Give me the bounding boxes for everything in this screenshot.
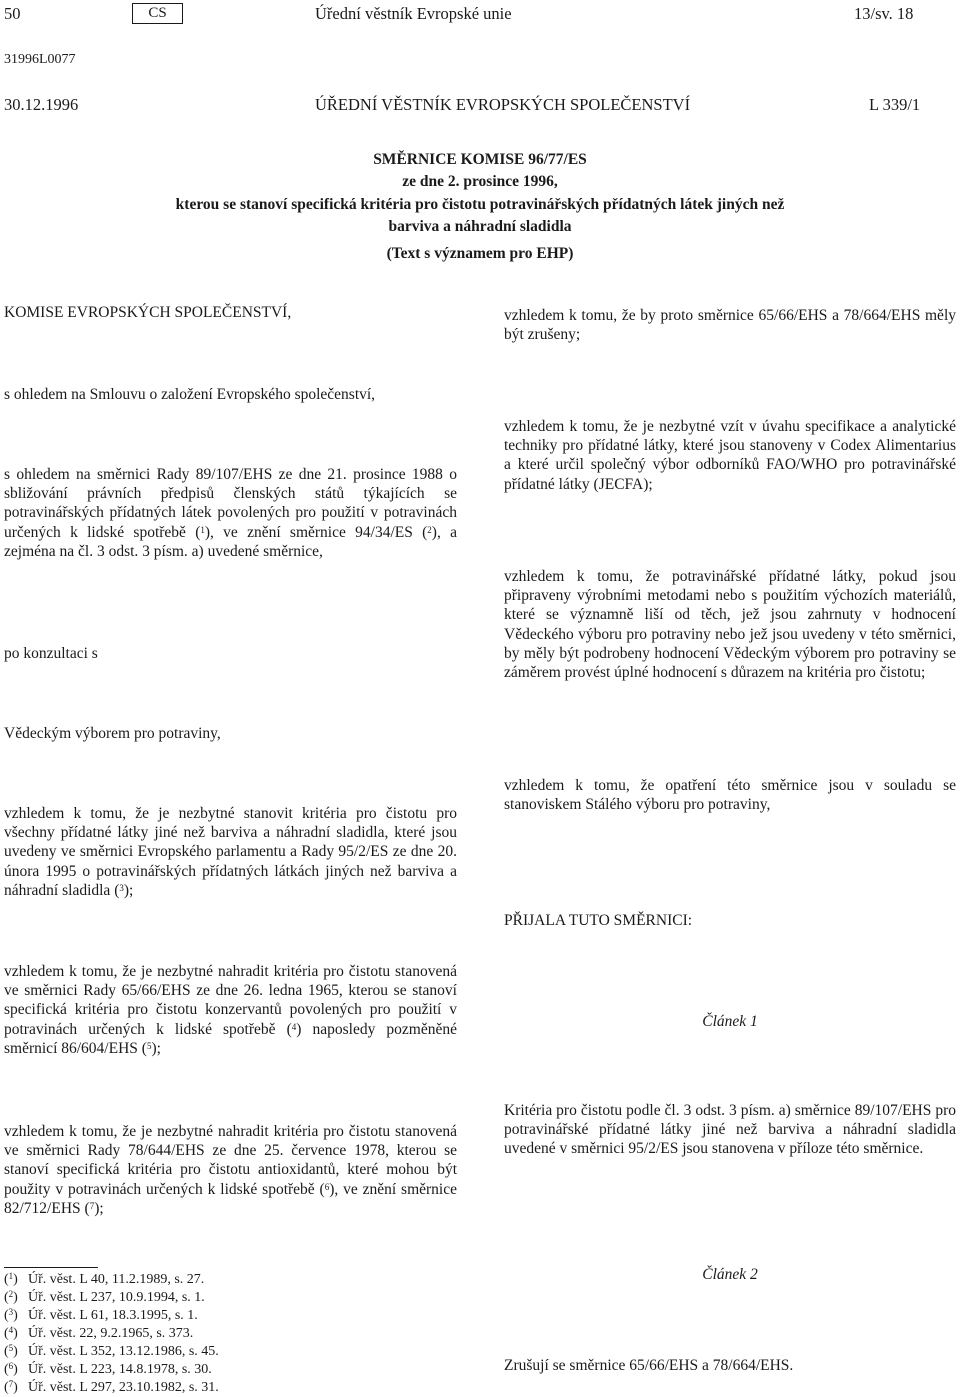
recital-repeal: vzhledem k tomu, že by proto směrnice 65/66/EHS a 78/664/EHS měly být zrušeny; (504, 307, 956, 344)
footnote-item (4, 1272, 204, 1288)
recital-replace-78-644: vzhledem k tomu, že je nezbytné nahradit kritéria pro čistotu stanovená ve směrnici Rady 78/644/EHS ze dne 25. července 1978, kterou se stanoví specifická kritéria pro čistotu antioxidantů, které mohou být použity v potravinách určených k lidské spotřebě ($^6$), ve znění směrnice 82/712/EHS ($^7$); (4, 1123, 457, 1217)
oj-reference: L 339/1 (869, 95, 921, 114)
footnote-text: Úř. věst. L 297, 23.10.1982, s. 31. (28, 1380, 219, 1395)
footnote-number: ($^4$) (4, 1325, 18, 1341)
recital-directive-89-107: s ohledem na směrnici Rady 89/107/EHS ze dne 21. prosince 1988 o sbližování právních předpisů členských států týkajících se potravinářských přídatných látek povolených pro použití v potravinách určených k lidské spotřebě ($^1$), ve znění směrnice 94/34/ES ($^2$), a zejména na čl. 3 odst. 3 písm. a) uvedené směrnice, (4, 466, 457, 560)
footnote-text: Úř. věst. L 223, 14.8.1978, s. 30. (28, 1362, 212, 1377)
directive-subject-line2: barviva a náhradní sladidla (388, 218, 572, 235)
institution-heading: KOMISE EVROPSKÝCH SPOLEČENSTVÍ, (4, 304, 292, 321)
footnote-text: Úř. věst. L 352, 13.12.1986, s. 45. (28, 1344, 219, 1359)
footnote-item (4, 1362, 212, 1378)
article-2-text: Zrušují se směrnice 65/66/EHS a 78/664/EHS. (504, 1357, 794, 1374)
volume-label: 13/sv. 18 (854, 4, 914, 23)
directive-subject-line1: kterou se stanoví specifická kritéria pro čistotu potravinářských přídatných látek jiných než (175, 196, 785, 213)
recital-codex-jecfa: vzhledem k tomu, že je nezbytné vzít v úvahu specifikace a analytické techniky pro přídatné látky, které jsou stanoveny v Codex Alimentarius a které určil společný výbor odborníků FAO/WHO pro potravinářské přídatné látky (JECFA); (504, 418, 956, 493)
publication-date: 30.12.1996 (4, 95, 79, 114)
recital-scientific-committee: Vědeckým výborem pro potraviny, (4, 725, 221, 742)
page-number: 50 (4, 4, 21, 23)
recital-consultation: po konzultaci s (4, 645, 98, 662)
footnote-number: ($^3$) (4, 1307, 18, 1323)
footnote-number: ($^7$) (4, 1379, 18, 1395)
eea-relevance: (Text s významem pro EHP) (386, 245, 574, 262)
directive-date: ze dne 2. prosince 1996, (402, 173, 558, 190)
footnote-text: Úř. věst. L 40, 11.2.1989, s. 27. (28, 1272, 205, 1287)
footnote-item (4, 1308, 198, 1324)
journal-name: Úřední věstník Evropské unie (315, 4, 512, 23)
footnote-number: ($^2$) (4, 1289, 18, 1305)
footnote-number: ($^1$) (4, 1271, 18, 1287)
celex-number: 31996L0077 (4, 52, 76, 67)
recital-evaluation: vzhledem k tomu, že potravinářské přídatné látky, pokud jsou připraveny výrobními metodami nebo s použitím výchozích materiálů, které se významně liší od těch, jež jsou zahrnuty v hodnocení Vědeckého výboru pro potraviny nebo jež jsou uvedeny v této směrnici, by měly být podrobeny hodnocení Vědeckým výborem pro potraviny se záměrem provést úplné hodnocení s důrazem na kritéria pro čistotu; (504, 568, 956, 682)
recital-replace-65-66: vzhledem k tomu, že je nezbytné nahradit kritéria pro čistotu stanovená ve směrnici Rady 65/66/EHS ze dne 26. ledna 1965, kterou se stanoví specifická kritéria pro čistotu konzervantů povolených pro použití v potravinách určených k lidské spotřebě ($^4$) naposledy pozměněné směrnicí 86/604/EHS ($^5$); (4, 963, 457, 1057)
language-badge: CS (132, 3, 183, 24)
footnote-item (4, 1344, 219, 1360)
article-1-heading: Článek 1 (702, 1013, 758, 1030)
article-1-text: Kritéria pro čistotu podle čl. 3 odst. 3 písm. a) směrnice 89/107/EHS pro potravinářské přídatné látky jiné než barviva a náhradní sladidla uvedené v směrnici 95/2/ES jsou stanovena v příloze této směrnice. (504, 1102, 956, 1158)
footnote-item (4, 1326, 193, 1342)
recital-purity-criteria: vzhledem k tomu, že je nezbytné stanovit kritéria pro čistotu pro všechny přídatné látky jiné než barviva a náhradní sladidla, které jsou uvedeny ve směrnici Evropského parlamentu a Rady 95/2/ES ze dne 20. února 1995 o potravinářských přídatných látkách jiných než barviva a náhradní sladidla ($^3$); (4, 805, 457, 899)
footnote-text: Úř. věst. L 61, 18.3.1995, s. 1. (28, 1308, 198, 1323)
recital-standing-committee: vzhledem k tomu, že opatření této směrnice jsou v souladu se stanoviskem Stálého výboru pro potraviny, (504, 777, 956, 814)
recital-treaty: s ohledem na Smlouvu o založení Evropského společenství, (4, 386, 376, 403)
footnote-number: ($^6$) (4, 1361, 18, 1377)
footnote-text: Úř. věst. L 237, 10.9.1994, s. 1. (28, 1290, 205, 1305)
footnote-text: Úř. věst. 22, 9.2.1965, s. 373. (28, 1326, 194, 1341)
article-2-heading: Článek 2 (702, 1266, 758, 1283)
footnote-item (4, 1290, 205, 1306)
footnote-separator (4, 1267, 98, 1268)
adopted-heading: PŘIJALA TUTO SMĚRNICI: (504, 912, 693, 929)
directive-title: SMĚRNICE KOMISE 96/77/ES (373, 151, 587, 168)
footnote-number: ($^5$) (4, 1343, 18, 1359)
journal-title-caps: ÚŘEDNÍ VĚSTNÍK EVROPSKÝCH SPOLEČENSTVÍ (315, 95, 691, 114)
footnote-item (4, 1380, 219, 1396)
